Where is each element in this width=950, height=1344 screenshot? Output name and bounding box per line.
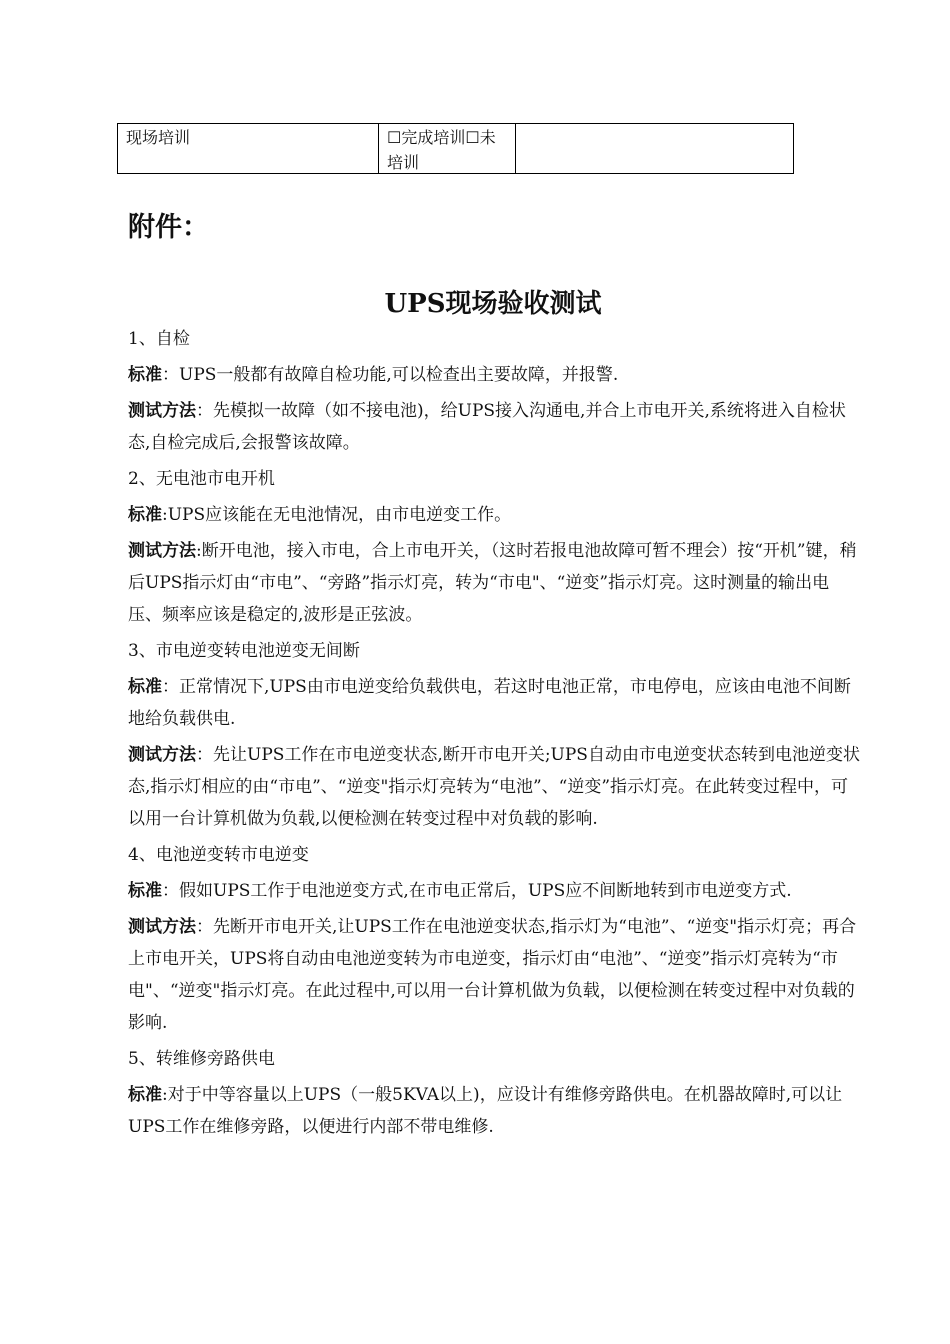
standard-text: UPS应该能在无电池情况，由市电逆变工作。 [167, 505, 512, 525]
document-body [128, 323, 860, 1147]
section-1-heading: 1、自检 [128, 329, 190, 349]
section-2-method [128, 535, 860, 631]
method-text: 先模拟一故障（如不接电池)，给UPS接入沟通电,并合上市电开关,系统将进入自检状态,自检完成后,会报警该故障。 [128, 401, 846, 453]
section-2-standard [128, 499, 860, 531]
separator: : [162, 1085, 168, 1105]
section-4-method [128, 911, 860, 1039]
separator: ： [196, 917, 213, 937]
method-text: 先断开市电开关,让UPS工作在电池逆变状态,指示灯为“电池”、“逆变"指示灯亮；再合上市电开关，UPS将自动由电池逆变转为市电逆变，指示灯由“电池”、“逆变”指示灯亮转为“市电"、“逆变"指示灯亮。在此过程中,可以用一台计算机做为负载，以便检测在转变过程中对负载的影响. [128, 917, 857, 1033]
method-label: 测试方法 [128, 745, 196, 765]
method-label: 测试方法 [128, 401, 196, 421]
section-3-method [128, 739, 860, 835]
method-label: 测试方法 [128, 917, 196, 937]
table-cell-onsite-training: 现场培训 [118, 124, 379, 173]
standard-text: 假如UPS工作于电池逆变方式,在市电正常后，UPS应不间断地转到市电逆变方式. [179, 881, 792, 901]
section-1-standard [128, 359, 860, 391]
section-3-standard [128, 671, 860, 735]
appendix-heading: 附件： [128, 212, 209, 243]
section-3-heading: 3、市电逆变转电池逆变无间断 [128, 641, 360, 661]
separator: ： [162, 881, 179, 901]
separator: ： [162, 677, 179, 697]
separator: : [162, 505, 168, 525]
standard-label: 标准 [128, 881, 162, 901]
standard-label: 标准 [128, 677, 162, 697]
separator: ： [196, 745, 213, 765]
standard-text: 对于中等容量以上UPS（一般5KVA以上)，应设计有维修旁路供电。在机器故障时,可以让UPS工作在维修旁路，以便进行内部不带电维修. [128, 1085, 843, 1137]
separator: ： [196, 401, 213, 421]
section-4-heading: 4、电池逆变转市电逆变 [128, 845, 309, 865]
table-cell-empty [516, 124, 793, 173]
section-1-method [128, 395, 860, 459]
section-5-heading: 5、转维修旁路供电 [128, 1049, 275, 1069]
standard-label: 标准 [128, 365, 162, 385]
standard-text: UPS一般都有故障自检功能,可以检查出主要故障，并报警. [179, 365, 619, 385]
training-table [117, 123, 794, 174]
method-text: 断开电池，接入市电，合上市电开关，（这时若报电池故障可暂不理会）按“开机”键，稍后UPS指示灯由“市电”、“旁路”指示灯亮，转为“市电"、“逆变”指示灯亮。这时测量的输出电压、频率应该是稳定的,波形是正弦波。 [128, 541, 857, 625]
table-cell-training-status: ☐完成培训☐未培训 [379, 124, 516, 173]
separator: ： [162, 365, 179, 385]
separator: : [196, 541, 202, 561]
standard-label: 标准 [128, 505, 162, 525]
method-text: 先让UPS工作在市电逆变状态,断开市电开关;UPS自动由市电逆变状态转到电池逆变状态,指示灯相应的由“市电”、“逆变"指示灯亮转为“电池”、“逆变”指示灯亮。在此转变过程中，可以用一台计算机做为负载,以便检测在转变过程中对负载的影响. [128, 745, 860, 829]
section-5-standard [128, 1079, 860, 1143]
section-4-standard [128, 875, 860, 907]
document-title: UPS现场验收测试 [384, 289, 602, 319]
standard-text: 正常情况下,UPS由市电逆变给负载供电，若这时电池正常，市电停电，应该由电池不间断地给负载供电. [128, 677, 851, 729]
method-label: 测试方法 [128, 541, 196, 561]
section-2-heading: 2、无电池市电开机 [128, 469, 275, 489]
standard-label: 标准 [128, 1085, 162, 1105]
